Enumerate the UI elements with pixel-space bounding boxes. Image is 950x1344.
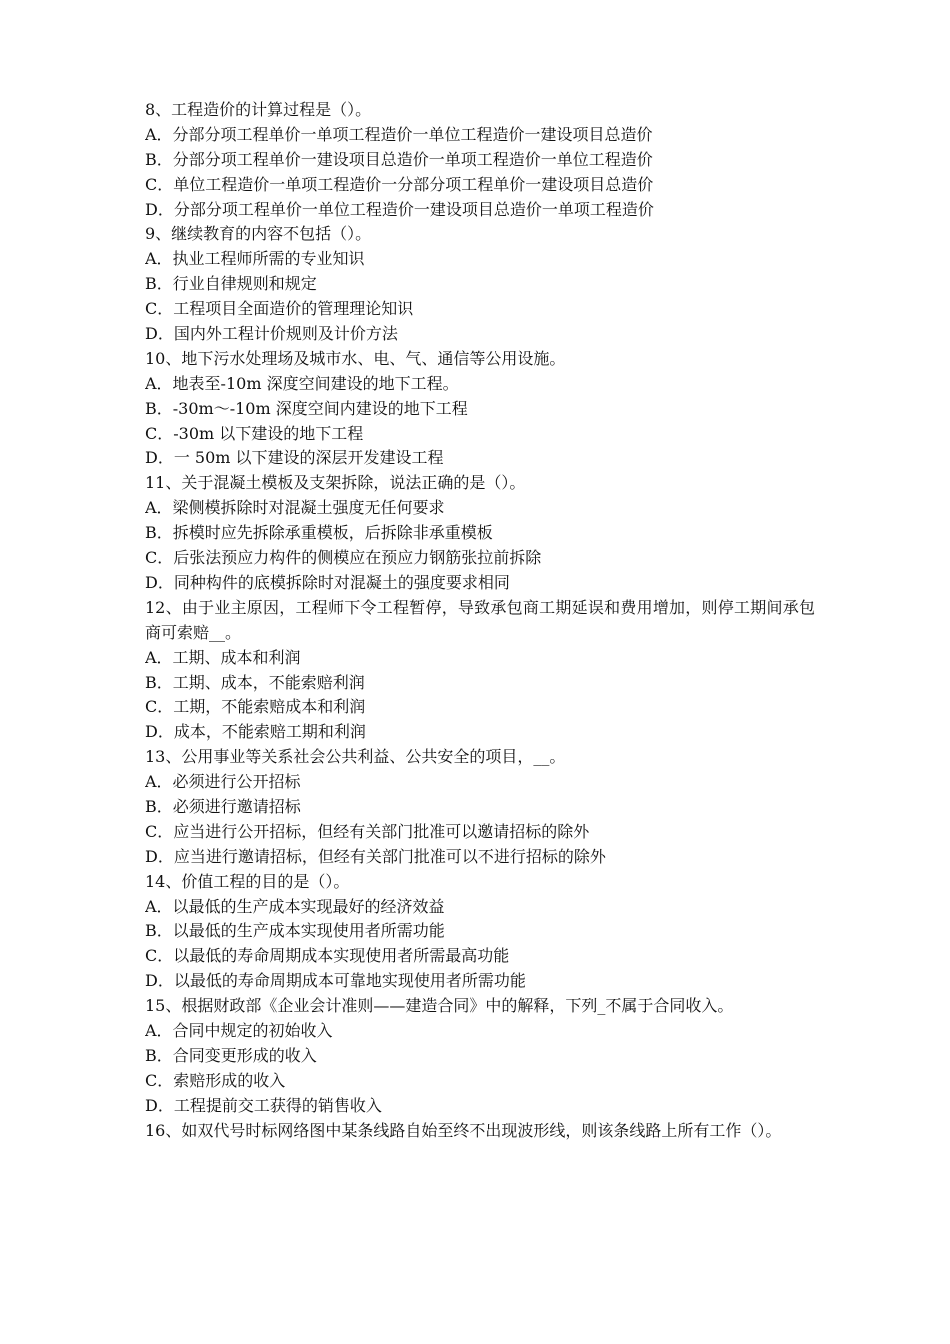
option-d: D．工程提前交工获得的销售收入 [145,1095,382,1115]
option-b: B．行业自律规则和规定 [145,274,317,294]
option-a: A．必须进行公开招标 [145,772,301,792]
question-9 [145,222,815,346]
question-15 [145,994,815,1118]
option-d: D．国内外工程计价规则及计价方法 [145,324,398,344]
question-14 [145,870,815,994]
option-a: A．工期、成本和利润 [145,647,301,667]
question-stem: 9、继续教育的内容不包括（）。 [145,224,372,244]
option-c: C．以最低的寿命周期成本实现使用者所需最高功能 [145,946,510,966]
question-16 [145,1119,815,1144]
option-a: A．执业工程师所需的专业知识 [145,249,365,269]
option-a: A．合同中规定的初始收入 [145,1021,333,1040]
option-d: D．一 50m 以下建设的深层开发建设工程 [145,448,444,468]
question-10 [145,347,815,471]
option-b: B．必须进行邀请招标 [145,796,301,816]
option-c: C．应当进行公开招标，但经有关部门批准可以邀请招标的除外 [145,821,590,841]
question-13 [145,745,815,869]
option-d: D．成本，不能索赔工期和利润 [145,722,366,742]
question-stem: 16、如双代号时标网络图中某条线路自始至终不出现波形线，则该条线路上所有工作（）。 [145,1120,782,1140]
option-a: A．以最低的生产成本实现最好的经济效益 [145,896,445,916]
option-a: A．地表至-10m 深度空间建设的地下工程。 [145,373,459,393]
option-b: B．分部分项工程单价一建设项目总造价一单项工程造价一单位工程造价 [145,149,653,169]
option-d: D．同种构件的底模拆除时对混凝土的强度要求相同 [145,572,510,592]
option-b: B．合同变更形成的收入 [145,1045,317,1065]
option-d: D．以最低的寿命周期成本可靠地实现使用者所需功能 [145,971,526,991]
option-c: C．工程项目全面造价的管理理论知识 [145,299,414,319]
option-a: A．分部分项工程单价一单项工程造价一单位工程造价一建设项目总造价 [145,124,653,144]
question-stem: 12、由于业主原因，工程师下令工程暂停，导致承包商工期延误和费用增加，则停工期间承包商可索赔__。 [145,597,815,642]
option-b: B．工期、成本，不能索赔利润 [145,672,365,692]
option-a: A．梁侧模拆除时对混凝土强度无任何要求 [145,498,445,518]
question-stem: 15、根据财政部《企业会计准则——建造合同》中的解释，下列_不属于合同收入。 [145,996,734,1016]
question-8 [145,98,815,222]
option-b: B．-30m～-10m 深度空间内建设的地下工程 [145,398,468,418]
option-c: C．索赔形成的收入 [145,1070,286,1090]
question-11 [145,471,815,595]
question-stem: 11、关于混凝土模板及支架拆除，说法正确的是（）。 [145,473,526,493]
option-c: C．-30m 以下建设的地下工程 [145,423,364,443]
question-stem: 8、工程造价的计算过程是（）。 [145,100,372,119]
option-c: C．后张法预应力构件的侧模应在预应力钢筋张拉前拆除 [145,548,542,568]
option-c: C．单位工程造价一单项工程造价一分部分项工程单价一建设项目总造价 [145,174,654,194]
question-stem: 13、公用事业等关系社会公共利益、公共安全的项目，__。 [145,747,566,767]
question-stem: 14、价值工程的目的是（）。 [145,871,350,891]
option-b: B．以最低的生产成本实现使用者所需功能 [145,921,445,941]
question-12 [145,596,815,745]
option-d: D．分部分项工程单价一单位工程造价一建设项目总造价一单项工程造价 [145,199,654,219]
question-stem: 10、地下污水处理场及城市水、电、气、通信等公用设施。 [145,348,566,368]
option-d: D．应当进行邀请招标，但经有关部门批准可以不进行招标的除外 [145,846,606,866]
question-list [145,98,815,1143]
option-b: B．拆模时应先拆除承重模板，后拆除非承重模板 [145,523,493,543]
option-c: C．工期，不能索赔成本和利润 [145,697,366,717]
